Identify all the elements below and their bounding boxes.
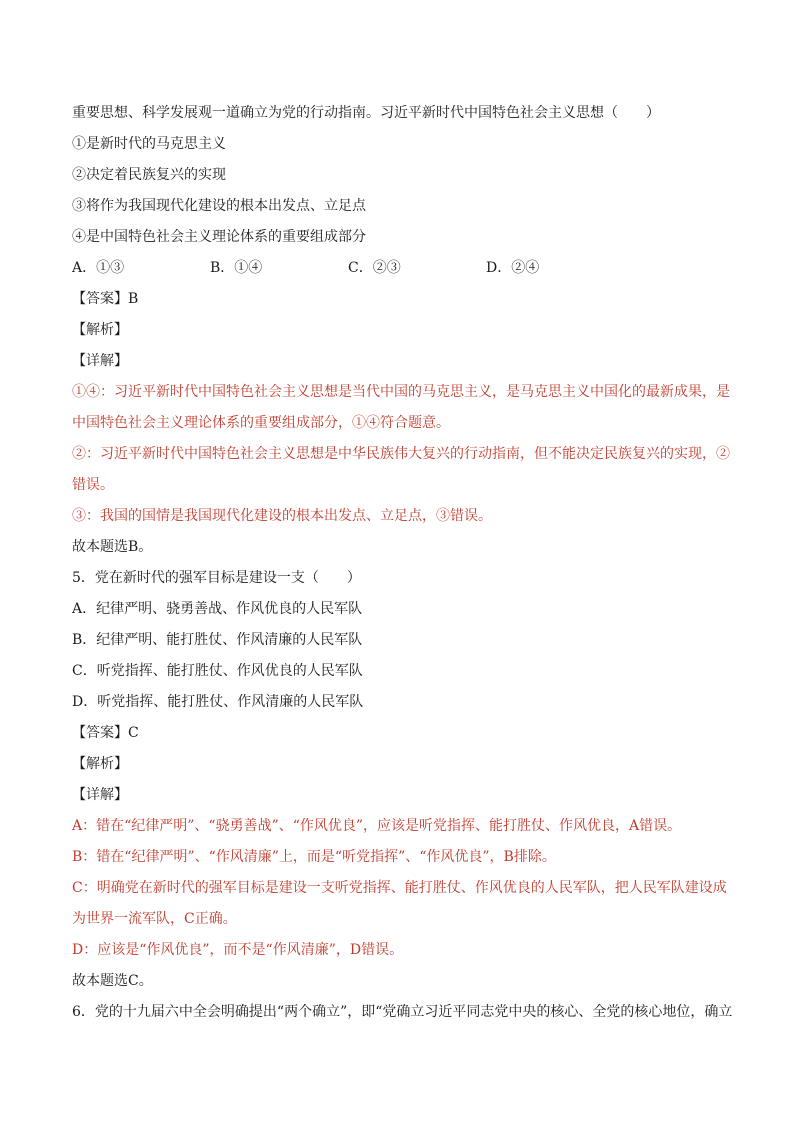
question-4-option-c: C．②③ — [348, 260, 401, 276]
question-4-option-d: D．②④ — [486, 260, 540, 276]
question-4-detail-heading: 【详解】 — [72, 353, 128, 369]
question-5-option-b: B．纪律严明、能打胜仗、作风清廉的人民军队 — [72, 632, 363, 648]
question-4-options — [72, 253, 732, 284]
question-5-conclusion: 故本题选C。 — [72, 973, 153, 989]
question-4-answer: 【答案】B — [72, 291, 139, 307]
question-5-option-d: D．听党指挥、能打胜仗、作风清廉的人民军队 — [72, 694, 364, 710]
question-5-explanation-a: A：错在“纪律严明”、“骁勇善战”、“作风优良”，应该是听党指挥、能打胜仗、作风优良，A错误。 — [72, 818, 682, 834]
question-5-analysis-heading: 【解析】 — [72, 756, 128, 772]
question-4-conclusion: 故本题选B。 — [72, 539, 153, 555]
question-5-explanation-d: D：应该是“作风优良”，而不是“作风清廉”，D错误。 — [72, 942, 404, 958]
question-4-option-a: A．①③ — [72, 260, 125, 276]
question-4-explanation-3: ③：我国的国情是我国现代化建设的根本出发点、立足点，③错误。 — [72, 508, 492, 524]
question-4-item-3: ③将作为我国现代化建设的根本出发点、立足点 — [72, 198, 366, 214]
question-4-explanation-2: ②：习近平新时代中国特色社会主义思想是中华民族伟大复兴的行动指南，但不能决定民族复兴的实现，②错误。 — [72, 446, 730, 493]
question-5-option-c: C．听党指挥、能打胜仗、作风优良的人民军队 — [72, 663, 363, 679]
question-5-option-a: A．纪律严明、骁勇善战、作风优良的人民军队 — [72, 601, 363, 617]
question-6-stem: 6．党的十九届六中全会明确提出“两个确立”，即“党确立习近平同志党中央的核心、全党的核心地位，确立 — [72, 1004, 733, 1020]
question-5-explanation-c: C：明确党在新时代的强军目标是建设一支听党指挥、能打胜仗、作风优良的人民军队，把人民军队建设成为世界一流军队，C正确。 — [72, 880, 727, 927]
question-5-answer: 【答案】C — [72, 725, 139, 741]
question-5-detail-heading: 【详解】 — [72, 787, 128, 803]
question-4-stem: 重要思想、科学发展观一道确立为党的行动指南。习近平新时代中国特色社会主义思想（ ） — [72, 105, 660, 121]
question-5-stem: 5．党在新时代的强军目标是建设一支（ ） — [72, 570, 361, 586]
question-5-explanation-b: B：错在“纪律严明”、“作风清廉”上，而是“听党指挥”、“作风优良”，B排除。 — [72, 849, 556, 865]
question-4-item-2: ②决定着民族复兴的实现 — [72, 167, 226, 183]
question-4-item-4: ④是中国特色社会主义理论体系的重要组成部分 — [72, 229, 366, 245]
document-page — [72, 98, 732, 1028]
question-4-item-1: ①是新时代的马克思主义 — [72, 136, 226, 152]
question-4-option-b: B．①④ — [210, 260, 263, 276]
question-4-explanation-1: ①④：习近平新时代中国特色社会主义思想是当代中国的马克思主义，是马克思主义中国化的最新成果，是中国特色社会主义理论体系的重要组成部分，①④符合题意。 — [72, 384, 730, 431]
question-4-analysis-heading: 【解析】 — [72, 322, 128, 338]
